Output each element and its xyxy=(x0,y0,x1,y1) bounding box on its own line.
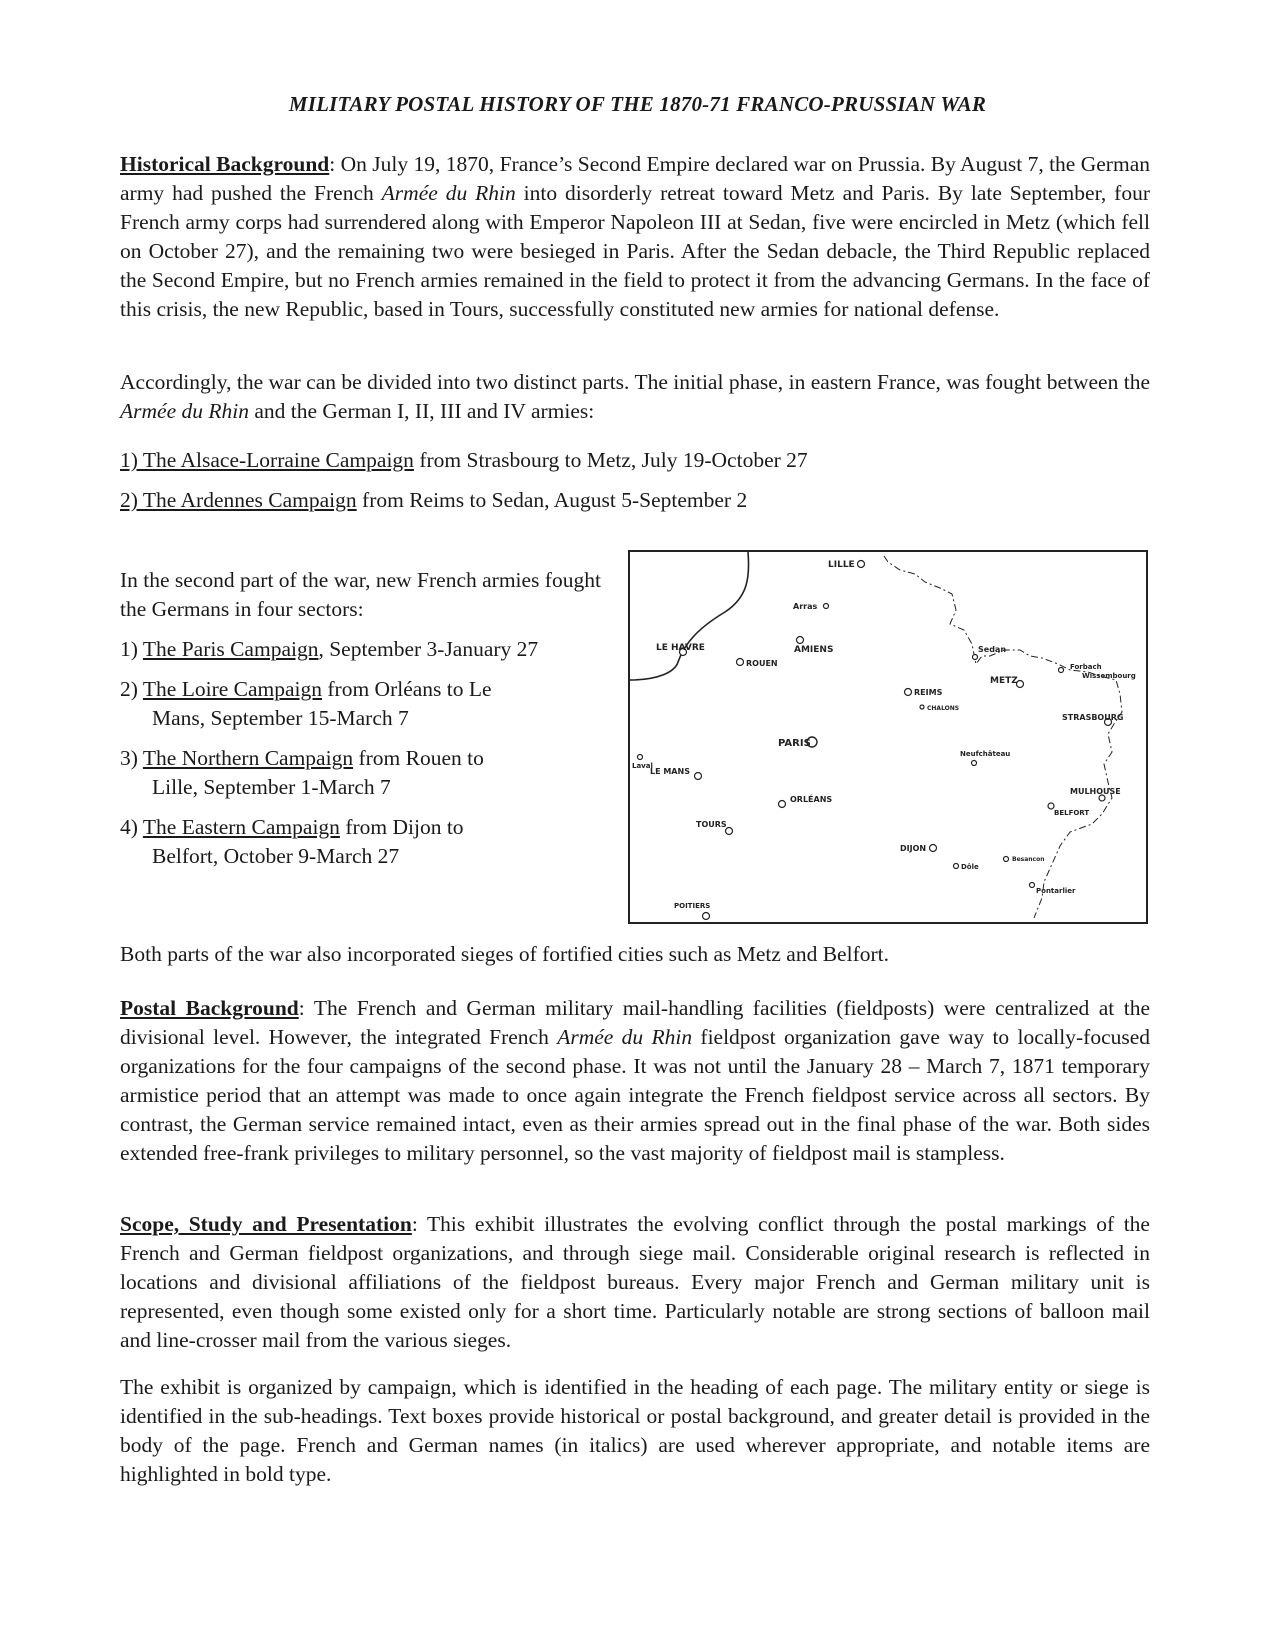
city-label-chalons: CHALONS xyxy=(927,705,960,712)
city-marker-reims xyxy=(905,689,912,696)
city-marker-poitiers xyxy=(703,913,710,920)
city-label-mulhouse: MULHOUSE xyxy=(1070,787,1121,796)
city-marker-rouen xyxy=(737,659,744,666)
city-label-neufchateau: Neufchâteau xyxy=(960,750,1011,758)
city-label-paris: PARIS xyxy=(778,738,811,749)
city-marker-amiens xyxy=(797,637,804,644)
city-label-laval: Laval xyxy=(632,762,653,770)
city-label-besancon: Besancon xyxy=(1012,856,1045,863)
historical-background-heading: Historical Background xyxy=(120,152,330,176)
city-label-lille: LILLE xyxy=(828,560,855,570)
city-label-wissembourg: Wissembourg xyxy=(1082,672,1136,680)
city-label-amiens: AMIENS xyxy=(794,645,834,655)
city-marker-neufchateau xyxy=(972,761,977,766)
phase1-item-alsace-lorraine: 1) The Alsace-Lorraine Campaign from Strasbourg to Metz, July 19-October 27 xyxy=(120,448,808,472)
city-label-dole: Dôle xyxy=(961,863,979,871)
city-label-rouen: ROUEN xyxy=(746,659,778,668)
postal-background-paragraph: Postal Background: The French and German military mail-handling facilities (fieldposts) were centralized at the divisional level. However, the integrated French Armée du Rhin fieldpost organization gave way to locally-focused organizations for the four campaigns of the second phase. It was not until the January 28 – March 7, 1871 temporary armistice period that an attempt was made to once again integrate the French fieldpost service across all sectors. By contrast, the German service remained intact, even as their armies spread out in the final phase of the war. Both sides extended free-frank privileges to military personnel, so the vast majority of fieldpost mail is stampless. xyxy=(120,996,1151,1165)
campaign-item-loire: 2) The Loire Campaign from Orléans to Le Mans, September 15-March 7 xyxy=(120,677,492,730)
second-part-column xyxy=(120,566,610,871)
city-marker-chalons xyxy=(920,705,924,709)
campaign-item-eastern: 4) The Eastern Campaign from Dijon to Belfort, October 9-March 27 xyxy=(120,815,464,868)
city-marker-orleans xyxy=(779,801,786,808)
city-label-metz: METZ xyxy=(990,676,1018,686)
city-label-arras: Arras xyxy=(793,602,818,611)
city-marker-besancon xyxy=(1004,857,1009,862)
city-label-sedan: Sedan xyxy=(978,645,1007,654)
city-label-forbach: Forbach xyxy=(1070,663,1102,671)
city-label-dijon: DIJON xyxy=(900,844,927,853)
scope-paragraph: Scope, Study and Presentation: This exhibit illustrates the evolving conflict through the postal markings of the French and German fieldpost organizations, and through siege mail. Considerable original research is reflected in locations and divisional affiliations of the fieldpost bureaus. Every major French and German military unit is represented, even though some existed only for a short time. Particularly notable are strong sections of balloon mail and line-crosser mail from the various sieges. xyxy=(120,1212,1150,1352)
city-marker-forbach xyxy=(1059,668,1064,673)
campaign-map xyxy=(628,550,1148,924)
war-division-paragraph: Accordingly, the war can be divided into two distinct parts. The initial phase, in eastern France, was fought between the Armée du Rhin and the German I, II, III and IV armies: xyxy=(120,370,1150,423)
scope-heading: Scope, Study and Presentation xyxy=(120,1212,412,1236)
campaign-item-paris: 1) The Paris Campaign, September 3-January 27 xyxy=(120,637,539,661)
city-label-tours: TOURS xyxy=(696,820,727,829)
sieges-paragraph: Both parts of the war also incorporated sieges of fortified cities such as Metz and Belfort. xyxy=(120,942,889,966)
city-label-le-havre: LE HAVRE xyxy=(656,643,705,653)
city-marker-dijon xyxy=(930,845,937,852)
city-label-reims: REIMS xyxy=(914,688,943,697)
city-label-strasbourg: STRASBOURG xyxy=(1062,713,1124,722)
page-title: MILITARY POSTAL HISTORY OF THE 1870-71 FRANCO-PRUSSIAN WAR xyxy=(288,92,987,116)
city-marker-dole xyxy=(954,864,959,869)
city-label-pontarlier: Pontarlier xyxy=(1036,887,1076,895)
second-part-intro: In the second part of the war, new French armies fought the Germans in four sectors: xyxy=(120,568,601,621)
postal-background-heading: Postal Background xyxy=(120,996,299,1020)
campaign-item-northern: 3) The Northern Campaign from Rouen to Lille, September 1-March 7 xyxy=(120,746,484,799)
city-label-orleans: ORLÉANS xyxy=(790,795,833,804)
city-label-le-mans: LE MANS xyxy=(650,767,690,776)
phase1-item-ardennes: 2) The Ardennes Campaign from Reims to Sedan, August 5-September 2 xyxy=(120,488,748,512)
map-frontier xyxy=(884,556,1122,918)
city-marker-le-mans xyxy=(695,773,702,780)
campaign-map-drawing xyxy=(630,552,1146,922)
city-label-poitiers: POITIERS xyxy=(674,902,711,910)
city-marker-lille xyxy=(858,561,865,568)
organization-paragraph: The exhibit is organized by campaign, which is identified in the heading of each page. The military entity or siege is identified in the sub-headings. Text boxes provide historical or postal background, and greater detail is provided in the body of the page. French and German names (in italics) are used wherever appropriate, and notable items are highlighted in bold type. xyxy=(120,1375,1150,1486)
city-marker-arras xyxy=(824,604,829,609)
city-marker-laval xyxy=(638,755,643,760)
city-marker-pontarlier xyxy=(1030,883,1035,888)
historical-background-paragraph: Historical Background: On July 19, 1870, France’s Second Empire declared war on Prussia. By August 7, the German army had pushed the French Armée du Rhin into disorderly retreat toward Metz and Paris. By late September, four French army corps had surrendered along with Emperor Napoleon III at Sedan, five were encircled in Metz (which fell on October 27), and the remaining two were besieged in Paris. After the Sedan debacle, the Third Republic replaced the Second Empire, but no French armies remained in the field to protect it from the advancing Germans. In the face of this crisis, the new Republic, based in Tours, successfully constituted new armies for national defense. xyxy=(120,152,1150,321)
city-label-belfort: BELFORT xyxy=(1054,809,1090,817)
map-coastline xyxy=(630,552,749,680)
city-marker-sedan xyxy=(973,655,978,660)
